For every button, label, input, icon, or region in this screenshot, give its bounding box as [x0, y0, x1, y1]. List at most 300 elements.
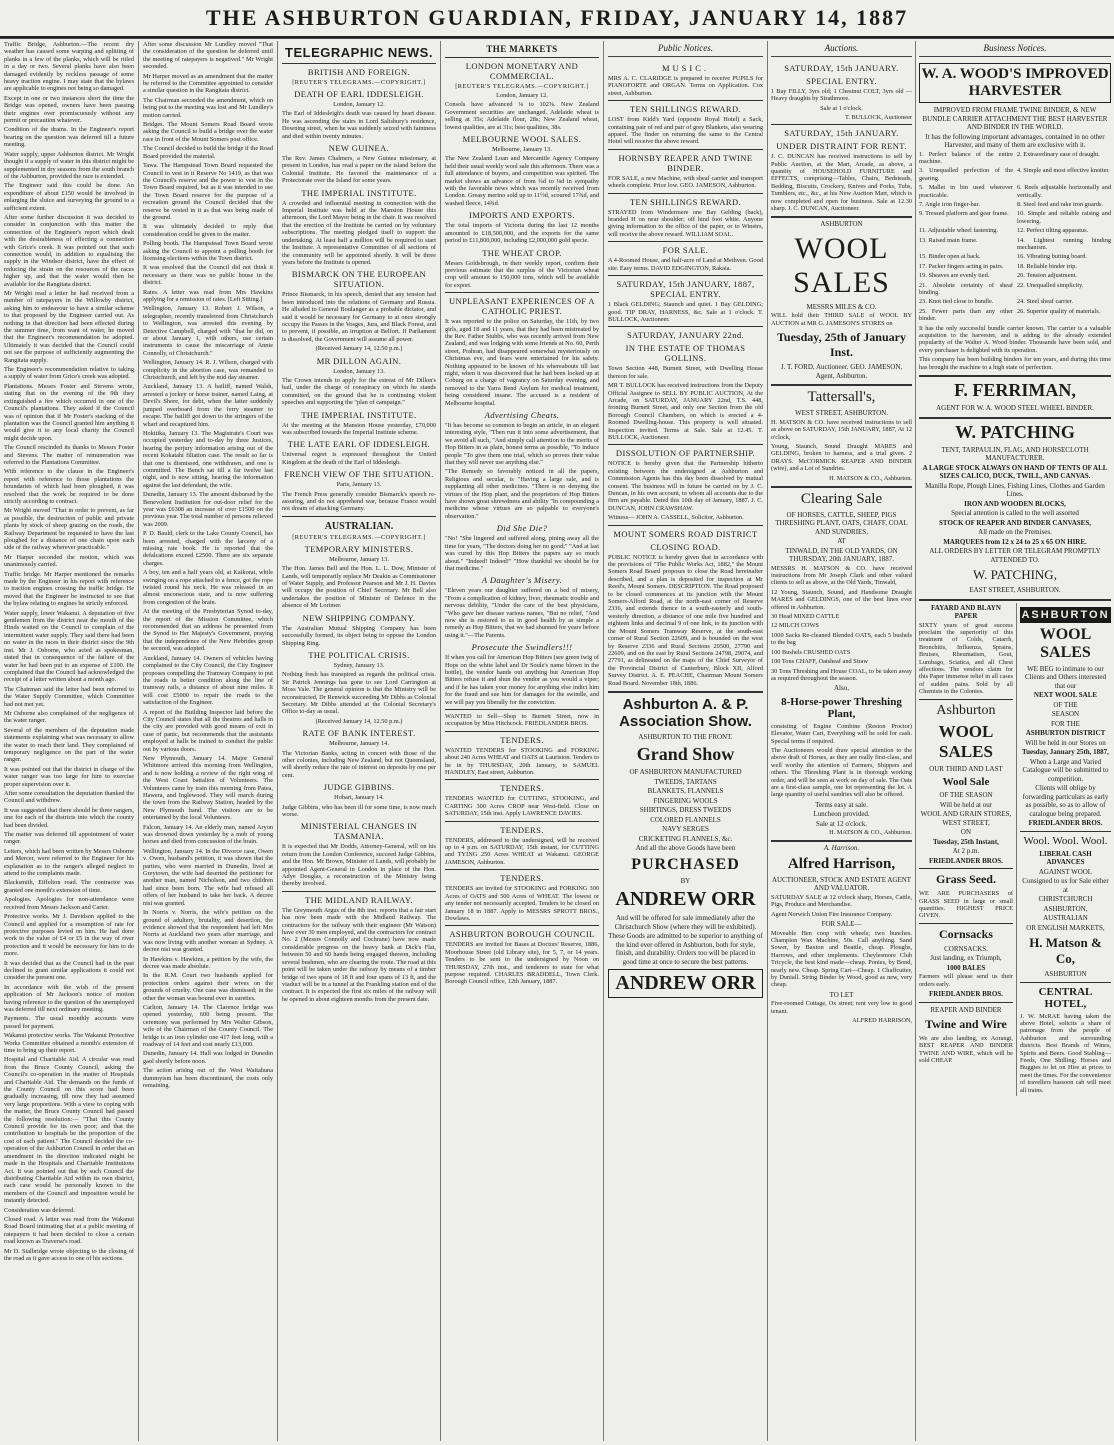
article-paragraph: In Hawkins v. Hawkins, a petition by the wife, the decree was made absolute.: [143, 955, 273, 970]
goods-item: FINGERING WOOLS: [653, 796, 718, 805]
daughter-heading: A Daughter's Misery.: [481, 575, 563, 586]
grass-seed-text: WE ARE PURCHASERS of GRASS SEED in large or small quantities. HIGHEST PRICE GIVEN.: [919, 890, 1013, 920]
hornsby-ad: FOR SALE, a new Machine, with sheaf carrier and transport wheels complete. Price low. GEO. JAMESON, Ashburton.: [608, 174, 763, 190]
goods-item: NAVY SERGES: [662, 825, 709, 834]
witness-text: Witness— JOHN A. CASSELL, Solicitor, Ashburton.: [608, 514, 744, 522]
central-hotel-heading: CENTRAL HOTEL,: [1038, 985, 1093, 1010]
ashburton-label: ASHBURTON: [820, 220, 863, 229]
for-sale-label: FOR SALE—: [821, 920, 862, 929]
ferriman-heading: F. FERRIMAN,: [954, 380, 1076, 401]
hornsby-heading: HORNSBY REAPER AND TWINE BINDER.: [618, 152, 753, 173]
lot-item: 100 Tons CHAFF, Oatsheaf and Straw: [771, 658, 868, 666]
held-label: Will be held at our: [939, 800, 993, 809]
article-paragraph: The Engineer's recommendation relative to taking a supply of water from Grice's creek was adopted.: [4, 366, 134, 381]
article-text: "Eleven years our daughter suffered on a bed of misery, "From a complication of kidney, liver, rheumatic trouble and nervous debility, "Under the care of the best physicians, "Who gave her disease various names, "But no relief, "And now she is restored to us in good health by as simple a remedy as Hop Bitters, that we had shunned for years before using it."—The Parents.: [445, 587, 599, 639]
article-paragraph: The action arising out of the West Waitahuna dummyism has been discontinued, the costs only remaining.: [143, 1067, 273, 1090]
column-6: [768, 41, 916, 1441]
article-text: Nothing fresh has transpired as regards the political crisis. Sir Patrick Jennings has gone to see Lord Carrington at Moss Vale. The general opinion is that the Ministry will be reconstructed, Dr Renwick succeeding Mr Dibbs as Colonial Secretary. Mr Dibbs attended at the Colonial Secretary's Office to-day as usual.: [282, 671, 436, 716]
landing-label: Just landing, ex Triumph,: [930, 954, 1002, 963]
article-text: "It has become so common to begin an article, in an elegant interesting style, "Then run it into some advertisement, that we avoid all such, "And simply call attention to the merits of Hop Bitters in as plain, honest terms as possible, "To induce people "To give them one trial, which so proves their value that they will never use anything else.": [445, 422, 599, 467]
article-text: Prince Bismarck, in his speech, denied that any tension had been introduced into the relations of Germany and Russia. He alluded to General Boulanger as a probable dictator, and said it would be necessary for Germany to at once strongly occupy the Passes in the Vosges, Jura, and Black Forest, and to prevent, if possible, an irruption at Belfort. If Parliament is dissolved, the Government will assume all power.: [282, 291, 436, 343]
article-paragraph: Several of the members of the deputation made statements explaining what was necessary to allow the water to reach their land. They complained of temporary negligence on the part of the water ranger.: [4, 726, 134, 764]
article-paragraph: Letters, which had been written by Messrs Osborne and Mercer, were referred to the Engineer for his explanation as to the ranger's alleged neglect to attend to the complaints made.: [4, 847, 134, 878]
political-crisis-heading: THE POLITICAL CRISIS.: [308, 649, 410, 660]
column-2: [139, 41, 278, 1441]
article-paragraph: Wellington, January 13. Robert J. Wilson, a telegrapher, recently transferred from Christchurch to Wellington, was arrested this evening by Detective Campbell, charged with "that he did, on or about January 1, with others, use certain instruments to cause the miscarriage of Annie Connolly, of Christchurch.": [143, 305, 273, 357]
ashburton-label: ASHBURTON,: [1043, 904, 1088, 913]
sale-time: Sale at 1 o'clock.: [820, 104, 863, 112]
article-paragraph: Mr D. Stalbridge wrote objecting to the closing of the road as it gave access to one of his sections.: [4, 1247, 134, 1262]
show-heading: Ashburton A. & P. Association Show.: [619, 695, 752, 730]
article-paragraph: A boy, ten and a half years old, at Kaikorai, while swinging on a rope attached to a fence, got the rope twisted round his neck. He was released in an almost unconscious state, and is now suffering from congestion of the brain.: [143, 569, 273, 606]
imperial-institute-heading: THE IMPERIAL INSTITUTE.: [301, 409, 417, 420]
feature-item: 12. Perfect tilting apparatus.: [1017, 227, 1089, 235]
mount-somers-heading: MOUNT SOMERS ROAD DISTRICT: [613, 528, 758, 539]
friedlander-signature: FRIEDLANDER BROS.: [1028, 819, 1103, 828]
article-text: Universal regret is expressed throughout the United Kingdom at the death of the Earl of Iddesleigh.: [282, 451, 436, 466]
article-paragraph: Traffic bridge. Mr Harper mentioned the remarks made by the Engineer in his report with reference to traction engines crossing the traffic bridge. He moved that the Engineer be instructed to see that the bylaw relating to engines be strictly enforced.: [4, 570, 134, 608]
wood-intro: It has the following important advantages, contained in no other Harvester, and many of them are exclusive with it.: [925, 132, 1105, 149]
alfred-harrison-signature: ALFRED HARRISON,: [852, 1017, 912, 1025]
article-paragraph: Falcon, January 14. An elderly man, named Aryon was drowned down yesterday by a mob of young horses and died from concussion of the brain.: [143, 823, 273, 846]
duncan-text: J. C. DUNCAN has received instructions to sell by Public Auction, at the Mart, Arcade, as above, a quantity of HOUSEHOLD FURNITURE and EFFECTS, comprising—Tables, Chairs, Bedsteads, Bedding, Biscuits, Crockery, Knives and Forks, Tubs, Tumblers, etc., &c., at his New Auction Mart, which is now completed and open for business. Sale at 12.30 sharp. J. C. DUNCAN, Auctioneer.: [771, 153, 912, 213]
wood-note: It has the only successful bundle carrier known. The carrier is a valuable acquisition to the harvester, and is adding to the already extended popularity of the Walter A. Wood binder. Thousands have been sold, and every purchaser is delighted with its operation.: [919, 324, 1111, 354]
lots-list: [771, 589, 912, 682]
imperial-institute-heading: THE IMPERIAL INSTITUTE.: [301, 187, 417, 198]
masthead-title: THE ASHBURTON GUARDIAN, FRIDAY, JANUARY 14, 1887: [205, 5, 909, 30]
midland-railway-heading: THE MIDLAND RAILWAY.: [305, 894, 413, 905]
consigned-label: Consigned to us for Sale either at: [1022, 877, 1109, 894]
music-heading: MUSIC.: [661, 63, 710, 73]
beg-text: WE BEG to intimate to our Clients and Others interested that our: [1024, 664, 1107, 690]
article-paragraph: With reference to the clause in the Engineer's report with reference to those plantations the boundaries of which had been ploughed, it was resolved that the work be required to be done strictly according to contract.: [4, 468, 134, 505]
article-paragraph: Dunedin, January 13. The amount disbursed by the Benevolent Institution for out-door relief for the year was £6308 an increase of over £1500 on the previous year. The total number of persons relieved was 2009.: [143, 491, 273, 528]
for-sale-text: Moveable Hen coop with wheels; two bunches. Champion Wax Machine, 50s. Call anything. Sand Sower, by Baxton and Beattle, cheap. Ploughs, Harrows, and other implements. Cheylesmore Club Tricycle, the best kind made—cheap. Ponies, by Bond, nearly new. Cheap. Spring Cart—Cheap. 1 Chaffcutter, by Duniall. String Binder by Wood, good as new, very cheap.: [771, 929, 912, 989]
borough-council-heading: ASHBURTON BOROUGH COUNCIL: [449, 929, 595, 940]
melbourne-wool-heading: MELBOURNE WOOL SALES.: [462, 134, 582, 145]
season-label: OF THE SEASON: [939, 791, 993, 800]
tattersalls-heading: Tattersall's,: [807, 389, 876, 406]
article-paragraph: It was pointed out that the district in charge of the water ranger was too large for him to exercise proper supervision over it.: [4, 765, 134, 788]
article-text: It is expected that Mr Dodds, Attorney-General, will on his return from the London Conference, succeed Judge Gibbins, and the Hon. Mr Brown, Minister of Lands, will probably be appointed Agent-General in London in place of the Hon. Adye Douglas, a reconstruction of the Ministry being thereby involved.: [282, 843, 436, 888]
article-paragraph: At the meeting of the Presbyterian Synod to-day, the report of the Mission Committee, which recommended that an address be presented from the Synod to Her Majesty's Government, praying that the independence of the New Hebrides group be secured, was adopted.: [143, 608, 273, 653]
dateline: London, January 12.: [496, 92, 548, 99]
grand-show-heading: Grand Show: [636, 744, 735, 765]
ashburton-banner: ASHBURTON: [1021, 608, 1110, 621]
alfred-harrison-text: Agent Norwich Union Fire Insurance Company.: [771, 910, 893, 918]
iron-blocks-text: IRON AND WOODEN BLOCKS,: [964, 499, 1066, 508]
feature-item: 3. Unequalled perfection of the gearing.: [919, 167, 1013, 182]
lot-item: 100 Bushels CRUSHED OATS: [771, 648, 851, 656]
closing-road-heading: CLOSING ROAD.: [650, 541, 721, 552]
markets-heading: THE MARKETS: [486, 44, 558, 54]
reward-ad: STRAYED from Windermere one Bay Gelding (back), branded H on near shoulder; off hind foot white. Anyone giving information to the office of the paper, or to Winetrs, will receive the above reward. WILLIAM SOAL.: [608, 208, 763, 238]
article-paragraph: Mr Wright moved "That in order to prevent, as far as possible, the destruction of public and private plants by stock of sheep grazing on the roads, the Railway Department be requested to have the last ploughed for a distance of one chain upon each side of the railway wherever practicable.": [4, 507, 134, 552]
wool-sale-heading: Wool Sale: [942, 776, 990, 789]
wool-wool-heading: Wool. Wool. Wool.: [1023, 834, 1108, 847]
did-she-die-heading: Did She Die?: [496, 523, 548, 534]
article-text: The Victorian Banks, acting in concert with those of the other colonies, including New Zealand, but not Queensland, will shortly reduce the rate of interest on deposits by one per cent.: [282, 749, 436, 779]
article-paragraph: Condition of the drains. In the Engineer's report bearing on the question was deferred till a future meeting.: [4, 126, 134, 149]
for-sale-heading: FOR SALE.: [662, 245, 709, 256]
article-paragraph: Apologies. Apologies for non-attendance were received from Messrs Jackson and Carter.: [4, 896, 134, 911]
column-4: [441, 41, 604, 1441]
article-paragraph: Polling booth. The Hampstead Town Board wrote asking the Council to appoint a polling booth for licensing elections within the Town district.: [143, 240, 273, 262]
alfred-harrison-subheading: AUCTIONEER, STOCK AND ESTATE AGENT AND VALUATOR.: [771, 875, 912, 893]
christchurch-label: CHRISTCHURCH: [1038, 895, 1093, 904]
article-paragraph: The matter was deferred till appointment of water ranger.: [4, 831, 134, 846]
wood-harvester-heading: W. A. WOOD'S IMPROVED HARVESTER: [919, 63, 1111, 103]
column-1: [0, 41, 139, 1441]
for-the-label: FOR THE: [1051, 719, 1080, 728]
district-label: ASHBURTON DISTRICT: [1025, 729, 1106, 738]
dateline: Melbourne, January 14.: [329, 740, 389, 748]
feature-item: 16. Vibrating butting board.: [1017, 253, 1087, 261]
reward-heading: TEN SHILLINGS REWARD.: [629, 104, 742, 115]
feature-item: 6. Reels adjustable horizontally and vertically.: [1017, 184, 1111, 199]
article-text: Judge Gibbins, who has been ill for some time, is now much worse.: [282, 803, 436, 818]
clearing-sale-subheading: OF HORSES, CATTLE, SHEEP, PIGS THRESHING PLANT, OATS, CHAFF, COAL AND SUNDRIES,: [775, 510, 908, 536]
threshing-heading: 8-Horse-power Threshing Plant,: [781, 695, 902, 720]
wanted-ad: WANTED to Sell—Shop to Burnett Street, now in occupation by Miss Hitchcock. FRIEDLANDER BROS.: [445, 713, 599, 728]
article-paragraph: Mr Harper moved as an amendment that the matter be referred to the Committee appointed to consider a similar question in the Rangitata district.: [143, 72, 273, 95]
feature-item: 7. Angle iron finger-bar.: [919, 200, 980, 208]
article-text: The total imports of Victoria during the last 12 months amounted to £18,500,000, and the exports for the same period to £11,800,000, including £2,000,000 gold specie.: [445, 222, 599, 245]
article-paragraph: Carlton, January 14. The Clarence bridge was opened yesterday, 600 being present. The ceremony was performed by Mrs Walter Gibson, wife of the Chairman of the County Council. The bridge is an iron cylinder one 417 feet long, with a roadway of 14 feet and cost nearly £13,000.: [143, 1003, 273, 1048]
estate-text: MR T. BULLOCK has received instructions from the Deputy Official Assignee to SELL BY PUBLIC AUCTION, At the Arcade, on SATURDAY, JANUARY 22nd, T.S. 448, fronting Burnett Street, and only one Section from the old Borough Council Chambers, on which is erected a 4-Roomed Dwelling-house. This property is well situated. Inspection invited. Terms at Sale. Sale at 12.45. T. BULLOCK, Auctioneer.: [608, 382, 763, 441]
clients-text: Clients will oblige by forwarding particulars as early as possible, so as to allow of catalogue being prepared.: [1022, 784, 1109, 818]
season-label: SEASON: [1051, 710, 1080, 719]
horses-text: 1 Bay FILLY, 3yrs old; 1 Chestnut COLT, 3yrs old — Heavy draughts by Strathmore.: [771, 88, 912, 103]
clearing-sale-heading: Clearing Sale: [800, 490, 883, 507]
reaper-label: REAPER AND BINDER: [930, 1005, 1002, 1014]
for-sale-ad: A 4-Roomed House, and half-acre of Land at Methven. Good site. Easy terms. DAVID EDGINGTON, Rakaia.: [608, 257, 763, 272]
article-paragraph: It was resolved that the Council did not think it necessary as there was no public house in the district.: [143, 264, 273, 287]
wool-sales-heading: WOOL SALES: [1039, 625, 1092, 661]
reward-heading: TEN SHILLINGS REWARD.: [629, 196, 742, 207]
lot-item: 1000 Sacks Re-cleaned Blended OATS, each 5 bushels to the bag: [771, 631, 912, 647]
at-label: AT: [837, 537, 846, 546]
new-guinea-heading: NEW GUINEA.: [328, 143, 390, 154]
goods-note: And all the above Goods have been: [635, 844, 736, 853]
article-paragraph: The Council rescinded its thanks to Messrs Foster and Stevens. The matter of remuneration was referred to the Plantations Committee.: [4, 444, 134, 466]
article-text: The Crown intends to apply for the estreat of Mr Dillon's bail, under the charge of conspiracy on which he stands committed, on the ground that he is continuing violent speeches and supporting the "plan of campaign.": [282, 376, 436, 407]
wood-note: This company has been building binders for ten years, and during this time has brought the machine to a high state of perfection.: [919, 356, 1111, 371]
feature-item: 14. Lightest running binding mechanism.: [1017, 236, 1111, 251]
english-markets-label: OR ENGLISH MARKETS,: [1026, 923, 1105, 932]
patching-subheading: TENT, TARPAULIN, FLAG, AND HORSECLOTH MANUFACTURER.: [941, 445, 1089, 463]
australian-label: AUSTRALIAN: [1043, 914, 1088, 923]
dissolution-text: NOTICE is hereby given that the Partnership hitherto existing between the undersigned at Ashburton and Commission Agents has this day been dissolved by mutual consent. The business will in future be carried on by J. C. Duncan, in his own account, to whom all accounts due to the firm are payable. Dated this 10th day of January, 1887. J. C. DUNCAN, JOHN CRAWSHAW.: [608, 460, 763, 512]
article-text: The New Zealand Loan and Mercantile Agency Company held their usual weekly wool sale this afternoon. There was a full attendance of buyers, and competition was spirited. The market shows an advance of from ¾d to ⅛d in sympathy with the favorable news which was recently received from London. Greasy merino sold up to 11½d, scoured 17¾d, and washed fleece, 14¾d.: [445, 155, 599, 207]
by-label: BY: [680, 876, 691, 885]
tender-ad: TENDERS, addressed to the undersigned, will be received up to 4 p.m. on SATURDAY, 15th instant, for CUTTING and TYING 250 Acres WHEAT at Wakanui. GEORGE JAMESON, Ashburton.: [445, 836, 599, 866]
goods-item: BLANKETS, FLANNELS: [647, 787, 724, 796]
cornsacks-heading: Cornsacks: [938, 926, 993, 941]
goods-item: TWEEDS, TARTANS: [654, 777, 717, 786]
london-monetary-heading: LONDON MONETARY AND COMMERCIAL.: [465, 61, 579, 81]
article-paragraph: The Engineer said this could be done. An expenditure of about £150 would be involved in enlarging the sluice and surveying the ground to a sufficient extent.: [4, 182, 134, 212]
article-paragraph: After some further discussion it was decided to consider in conjunction with this matter the connection of the Engineer's report which dealt with the desirableness of effecting a connection with Grice's creek. It was pointed out that such connection would, in addition to equalising the supply in the Windsor district, have the effect of reducing the strain on the resources of the races higher up, and that the water would then be available for the Rangitata district.: [4, 213, 134, 288]
lot-item: 12 Young, Staunch, Sound, and Handsome Draught MARES and GELDINGS, one of the best lines ever offered in Ashburton.: [771, 588, 912, 611]
alfred-harrison-heading: Alfred Harrison,: [787, 855, 896, 872]
to-let-label: TO LET: [829, 990, 854, 999]
favard-text: SIXTY years of great success proclaim the superiority of this treatment of Colds, Catarrh, Bronchitis, Influenza, Sprains, Bruises, Rheumatism, Gout, Lumbago, Sciatica, and all Chest affections. The vendors claim for this Paper immense relief in all cases of sudden pains. Sold by all Chemists in the Colonies.: [919, 621, 1013, 696]
article-text: At the meeting at the Mansion House yesterday, £70,000 was subscribed towards the Imperial Institute scheme.: [282, 421, 436, 436]
favard-heading: FAYARD AND BLAYN PAPER: [931, 603, 1001, 621]
feature-item: 23. Knot tied close to bundle.: [919, 298, 994, 306]
ferriman-subheading: AGENT FOR W. A. WOOD STEEL WHEEL BINDER.: [936, 404, 1094, 413]
sale-date: Tuesday, 25th Instant,: [933, 837, 999, 846]
sale-time: Sale at 12 o'clock.: [815, 819, 868, 828]
clearing-text: MESSRS H. MATSON & CO. have received instructions from Mr Joseph Clark and other valued clients to sell as above, at the Old Yards, Tinwald,: [771, 564, 912, 587]
feature-item: 4. Simple and most effective knotter.: [1017, 167, 1110, 175]
goods-item: SHIRTINGS, DRESS TWEEDS: [639, 806, 732, 815]
special-text: Special attention is called to the well assorted: [951, 509, 1079, 518]
farmers-text: Farmers will please send us their orders early.: [919, 973, 1013, 988]
article-text: The French Press generally consider Bismarck's speech re-assuring, and do not apprehend war, because France would not dream of attacking Germany.: [282, 490, 436, 513]
article-text: A crowded and influential meeting in connection with the Imperial Institute was held at the Mansion House this afternoon, the Lord Mayor being in the chair. It was resolved that the erection of the Institute be carried on by voluntary subscriptions. The meeting pledged itself to support the undertaking. At least half a million will be required to start the Institute. A representative Committee of all sections of the community will be appointed shortly. It will be three years before the Institute is opened.: [282, 199, 436, 266]
advertising-cheats-heading: Advertising Cheats.: [484, 410, 560, 420]
article-paragraph: In the R.M. Court two husbands applied for protection orders against their wives on the grounds of cruelty. One case was dismissed; in the other the woman was bound over in sureties.: [143, 972, 273, 1002]
feature-item: 11. Adjustable wheel fastening.: [919, 227, 998, 235]
imports-heading: IMPORTS AND EXPORTS.: [469, 210, 575, 221]
closing-road-text: PUBLIC NOTICE is hereby given that in accordance with the provisions of "The Public Works Act, 1882," the Mount Somers Road Board proposes to close the Road hereinafter described, and a plan is deposited for inspection at Mr Reed's, Mount Somers. DESCRIPTION. The Road proposed to be closed commences at its junction with the Mount Somers-Alford Road, at the north-east corner of Reserve 2336, and extends thence in a south-easterly and south-westerly direction, a distance of one mile five hundred and eighteen links and decimal 9 of one link, to its junction with the Mount Somers Tramway Reserve, at the south-east corner of Rural Section 22609, and is bounded on the west by Reserve 2336 and Rural Sections 29500, 27790 and 22609, and on the east by Rural Sections 24798, 29074, and 27791, as delineated on the maps of the Chief Surveyor of the Provincial District of Canterbury, Block XII, Alford Survey District. A. E. PEACHE, Chairman Mount Somers Road Board. November 18th, 1886.: [608, 553, 763, 687]
held-label: Will be held in our Stores on: [1025, 738, 1106, 747]
article-paragraph: It was suggested that there should be three rangers, one for each of the districts into which the county had been divided.: [4, 806, 134, 829]
offer-text: These Goods are admitted to be superior to anything of the kind ever offered in Ashburton, both for style, finish, and durability. Orders too will be placed in good time at once to secure the best patterns.: [608, 932, 763, 966]
special-entry-heading: SPECIAL ENTRY.: [806, 76, 877, 86]
reuter-note: [REUTER'S TELEGRAMS.—COPYRIGHT.]: [292, 79, 426, 86]
matson-signature: H. MATSON & CO., Ashburton.: [829, 474, 912, 482]
article-paragraph: It was decided that as the Council had in the past declined to grant similar applications it could not consider the present one.: [4, 959, 134, 982]
orders-text: ALL ORDERS BY LETTER OR TELEGRAM PROMPTLY ATTENDED TO.: [929, 547, 1101, 564]
andrew-orr-heading: ANDREW ORR: [615, 888, 756, 911]
article-paragraph: Consideration was deferred.: [4, 1206, 75, 1214]
ford-signature: J. T. FORD, Auctioneer. GEO. JAMESON, Agent, Ashburton.: [780, 363, 903, 380]
article-paragraph: In accordance with the wish of the present application of Mr Jackson's notice of motion having reference to the question of the unemployed was deferred till next ordinary meeting.: [4, 983, 134, 1013]
friedlander-signature: FRIEDLANDER BROS.: [929, 990, 1003, 999]
tender-ad: WANTED TENDERS for STOOKING and FORKING about 240 Acres WHEAT and OATS at Lauriston. Tenders to be in by THURSDAY, 20th January, to SAMUEL HANDLEY, East street, Ashburton.: [445, 746, 599, 777]
matson-items: Young, Staunch, Sound Draught MARES and GELDING, broken to harness, and a trial given. 2 DRAYS. McCORMICK REAPER AND BINDER (wire), and a Lot of Sundries.: [771, 443, 912, 473]
feature-item: 21. Absolute certainty of sheaf binding.: [919, 281, 1013, 296]
temporary-ministers-heading: TEMPORARY MINISTERS.: [304, 543, 414, 554]
feature-item: 18. Reliable binder trip.: [1017, 262, 1077, 270]
goods-item: COLORED FLANNELS: [650, 815, 721, 824]
lunch-text: Luncheon provided.: [813, 810, 870, 819]
twine-heading: Twine and Wire: [925, 1017, 1007, 1032]
priest-heading: UNPLEASANT EXPERIENCES OF A CATHOLIC PRIEST.: [449, 296, 595, 317]
article-paragraph: After some discussion Mr Lundley moved "That the consideration of the question be deferred until the meeting of ratepayers is negatived." Mr Wright seconded.: [143, 41, 273, 71]
masthead: [0, 0, 1114, 38]
wool-sales-heading: WOOL SALES: [793, 231, 890, 299]
borough-ad: TENDERS are invited for Bases at Doctors' Reserve, 1886, Moorhouse Street (old Library site), for 5, 7, or 14 years. Tenders to be sent to the undersigned by Noon on THURSDAY, 27th inst., and tenderers to state for what purpose required. CHARLES BRADDELL, Town Clerk. Borough Council office, 12th January, 1887.: [445, 941, 599, 986]
sale-date: Tuesday, January 25th, 1887,: [1022, 748, 1109, 757]
wood-harvester-subheading: IMPROVED FROM FRAME TWINE BINDER, & NEW BUNDLE CARRIER ATTACHMENT THE BEST HARVESTER AND BINDER IN THE WORLD.: [922, 106, 1108, 131]
article-text: The Rev. James Chalmers, a New Guinea missionary, at present in London, has read a paper on the island before the Colonial Institute. He favored the maintenance of a Protectorate over the Island for some years.: [282, 155, 436, 185]
dateline: Sydney, January 13.: [333, 661, 385, 669]
article-paragraph: Hokitika, January 13. The Magistrate's Court was occupied yesterday and to-day by three Justices, hearing the perjury information arising out of the recent Kokatahi filiation case. The result so far is that one is dismissed, one withdrawn, and one is committed. The Bench sat till a far twelve last night, and is now sitting, hearing the information against the last defendant, the wife.: [143, 429, 273, 489]
shipping-heading: NEW SHIPPING COMPANY.: [302, 612, 416, 623]
against-wool-label: AGAINST WOOL: [1038, 867, 1093, 876]
sale-ad: 1 Black GELDING; Staunch and quiet. 1 Bay GELDING; good. TIP DRAY, HARNESS, &c. Sale at 1 o'clock. T. BULLOCK, Auctioneer.: [608, 301, 763, 323]
ashburton-label: ASHBURTON: [1044, 970, 1087, 979]
dateline: London, January 13.: [333, 367, 385, 375]
article-paragraph: Traffic Bridge, Ashburton.—The recent dry weather has caused some warping and splitting of planks in a few of the planks, which will be ritled in a day or two. Several planks have also been damaged evidently by reckless passage of some heavy traction engine. I may state that the bylaws are applicable to engines not being so damaged.: [4, 41, 134, 93]
article-paragraph: Mr Wright read a letter he had received from a number of ratepayers in the Willowby district, asking him to endeavour to have a similar scheme to that proposed by the Engineer carried out. As nothing in that direction had been effected during the summer time, from want of water, he moved that the Engineer's recommendation be adopted. Ultimately it was decided that the Council could not see the purpose of sufficiently augmenting the Rangitata supply.: [4, 290, 134, 364]
auctioneer-signature: T. BULLOCK, Auctioneer: [844, 114, 912, 122]
tenders-heading: TENDERS.: [500, 824, 544, 835]
article-paragraph: Plantations. Messrs Foster and Stevens wrote, stating that on the evening of the 9th they extinguished a fire which occurred in one of the Council's plantations. They asked if the Council was of opinion that if Mr Foster's stacking of the plantation was the Council granted him anything it would give it to any local charity the Council might decide upon.: [4, 382, 134, 442]
british-foreign-heading: BRITISH AND FOREIGN.: [307, 67, 411, 77]
feature-item: 8. Steel feed and rake iron guards.: [1017, 200, 1104, 208]
bank-interest-heading: RATE OF BANK INTEREST.: [302, 728, 416, 739]
column-7-right: [1016, 603, 1111, 1096]
marquees-text: MARQUEES from 12 x 24 to 25 x 65 ON HIRE.: [943, 537, 1087, 546]
iddesleigh-heading: DEATH OF EARL IDDESLEIGH.: [294, 89, 424, 99]
business-notices-heading: Business Notices.: [983, 43, 1047, 53]
sale-date: Tuesday, 25th of January Inst.: [777, 330, 906, 360]
dissolution-heading: DISSOLUTION OF PARTNERSHIP.: [615, 448, 756, 459]
article-paragraph: Mr Harper seconded the motion, which was unanimously carried.: [4, 553, 134, 569]
estate-heading: IN THE ESTATE OF THOMAS GOLLINS.: [625, 343, 746, 364]
bales-label: 1000 BALES: [946, 963, 986, 972]
article-paragraph: Hospital and Charitable Aid. A circular was read from the Bruce County Council, asking the Council's co-operation in the matter of Hospitals and Charitable Aid. The demands on the funds of the County Council on this score had been gradually increasing, till now they had assumed very large proportions. With a view to coping with the matter, the Bruce County Council had passed the following resolution:— "That this County Council provide for its own poor; and that the contribution to hospitals be the proportion of the cost of each patient." The Council decided the co-operation of the Ashburton Council in order that an amendment in the direction indicated might be made in the Hospitals and Charitable Institutions Act. It was pointed out that by such Council the distributing Charitable Aid within its own district, each case would be personally known to the members of the Council and imposition would be instantly detected.: [4, 1056, 134, 1205]
article-paragraph: In Norris v. Norris, the wife's petition on the ground of adultery, brutality, and desertion, the evidence showed that the respondent had left Mrs Norris at Auckland two years after marriage, and was now living with another woman at Sydney. A decree nisi was granted.: [143, 909, 273, 954]
article-paragraph: Closed road. A letter was read from the Wakanui Road Board intimating that at a public meeting of ratepayers it had been decided to close a certain road known as Traverse's road.: [4, 1215, 134, 1246]
received-note: (Received January 14, 12.50 p.m.): [315, 717, 403, 725]
ashburton-heading: Ashburton: [936, 702, 996, 718]
feature-item: 26. Superior quality of materials.: [1017, 307, 1101, 315]
central-hotel-text: J. W. McRAE having taken the above Hotel, solicits a share of patronage from the people of Ashburton and surrounding districts. Best Brands of Wines, Spirits and Beers. Good Stabling—Feeds, One Shilling; Horses and Buggies to let on Hire at prices to meet the times. For the convenience of travellers bassoon cab will meet all trains.: [1019, 1012, 1111, 1094]
feature-item: 2. Extraordinary ease of draught.: [1017, 150, 1100, 158]
on-label: ON: [960, 828, 972, 837]
bottom-split: [919, 603, 1111, 1096]
article-text: The Australian Mutual Shipping Company has been successfully formed, its object being to oppose the London Shipping Ring.: [282, 624, 436, 647]
article-paragraph: The Chairman seconded the amendment, which on being put to the meeting was lost and Mr Lundley's motion carried.: [143, 96, 273, 119]
article-paragraph: Tawa. The Hampstead Town Board requested the Council to vest in it Reserve No 1419, as that was the Council's reserve and the power to vest in the Town Board required, but as it was intended to use the Town Board reserve for the purpose of a recreation ground the Council decided that the reserve be vested in it as that was being made of the ground.: [143, 162, 273, 221]
tender-ad: TENDERS WANTED for CUTTING, STOOKING, and CARTING 300 Acres CROP near West-field. Close on SATURDAY, 15th inst. Apply LAWRENCE DAVIES.: [445, 795, 599, 818]
attention-text: The Auctioneers would draw special attention to the above draft of Horses, as they are really first-class, and well worthy the attention of Farmers, Shippers and others. The Threshing Plant is in thorough working order, and will be seen at work on day of sale. The Oats are a first-class sample, one lot representing the lot. A large quantity of useful sundries will also be offered.: [771, 747, 912, 799]
dateline: Melbourne, January 13.: [329, 555, 389, 563]
feature-item: 20. Tension adjustment.: [1017, 272, 1077, 280]
grass-seed-heading: Grass Seed.: [935, 872, 996, 887]
article-paragraph: Except in one or two instances short the time the Bridge was opened, owners have been passing their engines over promiscuously without any permit or precaution whatever.: [4, 94, 134, 125]
alfred-harrison-text: SATURDAY SALE at 12 o'clock sharp, Horses, Cattle, Pigs, Produce and Merchandise.: [771, 893, 912, 909]
sale-time: At 2 p.m.: [952, 847, 980, 856]
lot-item: 12 MILCH COWS: [771, 622, 819, 630]
article-paragraph: Blacksmith, Eiffelton road. The contractor was granted one month's extension of time.: [4, 879, 134, 894]
article-paragraph: After some consultation the deputation thanked the Council and withdrew.: [4, 790, 134, 805]
cornsacks-subheading: CORNSACKS.: [944, 944, 988, 953]
article-paragraph: Payments. The usual monthly accounts were passed for payment.: [4, 1015, 134, 1030]
auctions-heading: Auctions.: [824, 43, 859, 53]
lot-item: 30 Tons Threshing and House COAL, to be taken away as required throughout the season.: [771, 667, 912, 682]
feature-item: 17. Packer fingers acting in pairs.: [919, 262, 1004, 270]
third-sale-label: OUR THIRD AND LAST: [929, 764, 1003, 773]
distraint-heading: UNDER DISTRAINT FOR RENT.: [776, 141, 907, 152]
terms-text: Terms easy at sale.: [815, 800, 868, 809]
tenders-heading: TENDERS.: [500, 783, 544, 794]
article-paragraph: Mr Osborne also complained of the negligence of the water ranger.: [4, 709, 134, 725]
article-paragraph: The Chairman said the letter had been referred to the Water Supply Committee, which Committee had not met yet.: [4, 685, 134, 708]
article-text: If when you call for American Hop Bitters (see green twig of Hops on the white label and Dr Soule's name blown in the bottle), the vendor hands out anything but American Hop Bitters refuse it and shun the vendor as you would a viper; and if he has taken your money for anything else indict him for the fraud and sue him for damages for the swindle, and we will pay you liberally for the conviction.: [445, 654, 599, 706]
reuter-note: [REUTER'S TELEGRAMS.—COPYRIGHT.]: [455, 83, 589, 90]
tattersalls-address: WEST STREET, ASHBURTON.: [795, 409, 888, 418]
article-paragraph: P. D. Bauld, clerk to the Lake County Council, has been arrested, charged with the larceny of a missing rate book. He is reported that the defalcations exceed £2500. There are six separate charges.: [143, 530, 273, 567]
column-1-text: [4, 41, 134, 1262]
of-the-label: OF THE: [1053, 700, 1078, 709]
matson-text: H. MATSON & CO. have received instructions to sell as above on SATURDAY, 15th JANUARY, 1887, At 12 o'clock,: [771, 418, 912, 441]
feature-item: 5. Mallet in bin used wherever practicable.: [919, 184, 1013, 199]
features-list: [919, 151, 1111, 325]
column-5: [604, 41, 768, 1441]
music-ad: MRS A. C. CLARIDGE is prepared to receive PUPILS for PIANOFORTE and ORGAN. Terms on Application. Cox street, Ashburton.: [608, 75, 763, 97]
article-paragraph: New Plymouth, January 14. Major General Whitmore arrived this morning from Wellington, and is now holding a review of the right wing of the West Coast battalion of Volunteers. The Volunteers came by train this morning from Patea, Hawera, and Inglewood. They will march during the town from the Railway Station, headed by the New Plymouth band. The visitors are to be entertained by the local Volunteers.: [143, 754, 273, 822]
column-7-left: [919, 603, 1013, 1096]
catalogue-text: When a Large and Varied Catalogue will be submitted to competition.: [1022, 757, 1109, 783]
manilla-text: Manilla Rope, Plough Lines, Fishing Lines, Clothes and Garden Lines.: [925, 481, 1105, 499]
andrew-orr-footer: ANDREW ORR: [608, 969, 763, 998]
patching-signature: W. PATCHING,: [973, 567, 1057, 583]
to-let-text: Five-roomed Cottage, Ox street; rent very low to good tenant.: [771, 1000, 912, 1015]
tender-ad: TENDERS are invited for STOOKING and FORKING 300 Acres of OATS and 500 Acres of WHEAT. The lowest or any tender not necessarily accepted. Tenders to be closed on January 18 in 1887. Apply to MESSRS SPROTT BROS., Dowlaws.: [445, 885, 599, 922]
dateline: Paris, January 13.: [336, 481, 382, 489]
reaper-canvases-text: STOCK OF REAPER AND BINDER CANVASES,: [939, 518, 1091, 527]
feature-item: 10. Simple and reliable raising and lowering.: [1017, 210, 1111, 225]
purchased-heading: PURCHASED: [631, 855, 740, 873]
article-paragraph: Wellington, January 14. In the Divorce case, Owen v. Owen, husband's petition, it was shown that the parties, who were married in Dunedin, lived at Greytown, the wife had deserted the petitioner for another man, named Nicholson, and two children had since been born. The wife had refused all offers of her husband to take her back. A decree nisi was granted.: [143, 847, 273, 907]
wool-sales-heading: WOOL SALES: [938, 721, 994, 761]
earl-heading: THE LATE EARL OF IDDESLEIGH.: [287, 439, 431, 450]
article-paragraph: Auckland, January 14. Owners of vehicles having complained to the City Council, the City Engineer proposes compelling the Tramway Company to put the roads in better condition along the line of tramway rails, a distance of about nine miles. It will cost £5000 to repair the roads to the satisfaction of the Engineer.: [143, 654, 273, 707]
article-paragraph: Water supply, upper Ashburton district. Mr Wright thought if a supply of water in this district might be supplemented in dry seasons from the south branch of the Ashburton, provided the race is extended.: [4, 150, 134, 180]
article-paragraph: The Council decided to build the bridge if the Road Board provided the material.: [143, 145, 273, 160]
article-paragraph: It was ultimately decided to reply that consideration could be given to the matter.: [143, 223, 273, 238]
dateline: Hobart, January 14.: [334, 794, 384, 802]
column-7: [916, 41, 1114, 1441]
also-label: Also,: [834, 684, 849, 693]
next-sale-label: NEXT WOOL SALE: [1033, 691, 1098, 700]
telegraphic-news-heading: TELEGRAPHIC NEWS.: [285, 45, 433, 60]
feature-item: 9. Tressed platform and gear frame.: [919, 210, 1009, 218]
article-paragraph: Auckland, January 13. A bailiff, named Walsh, arrested a jockey or horse trainer, named Laing, at Devil's Shore, for debt, when the latter suddenly jumped overboard from the ferry steamer to escape. The bailiff got down to the stringers of the wharf and recaptured him.: [143, 383, 273, 428]
stock-text: A LARGE STOCK ALWAYS ON HAND OF TENTS OF ALL SIZES CALICO, DUCK, TWILL, AND CANVAS.: [922, 463, 1108, 481]
public-notices-heading: Public Notices.: [658, 43, 713, 53]
show-subheading: ASHBURTON TO THE FRONT.: [638, 732, 733, 741]
french-view-heading: FRENCH VIEW OF THE SITUATION.: [284, 469, 434, 480]
tinwald-text: TINWALD, IN THE OLD YARDS, ON THURSDAY, 20th JANUARY, 1887.: [785, 546, 898, 564]
goods-heading: OF ASHBURTON MANUFACTURED: [629, 768, 742, 777]
feature-item: 25. Fewer parts than any other binder.: [919, 307, 1013, 323]
article-paragraph: Dunedin, January 14. Hall was lodged in Dunedin gaol shortly before noon.: [143, 1050, 273, 1065]
swindlers-heading: Prosecute the Swindlers!!!: [471, 642, 573, 653]
feature-item: 15. Binder open at back.: [919, 253, 981, 261]
wheat-crop-heading: THE WHEAT CROP.: [482, 247, 562, 258]
goods-item: CRICKETING FLANNELS, &c.: [638, 834, 733, 843]
friedlander-signature: FRIEDLANDER BROS.: [929, 856, 1003, 865]
feature-item: 19. Sheaves are evenly tied.: [919, 272, 990, 280]
saturday-heading: SATURDAY, 15th JANUARY.: [784, 63, 899, 73]
article-paragraph: Rates. A letter was read from Mrs Hawkins applying for a remission of rates. [Left Sitting.]: [143, 288, 273, 303]
article-text: "No! "She lingered and suffered along, pining away all the time for years, "The doctors doing her no good;" "And at last was cured by this Hop Bitters the papers say so much about." "Indeed! Indeed!" "How thankful we should be for that medicine.": [445, 535, 599, 572]
article-text: The Hon. James Bell and the Hon. L. L. Dow, Minister of Lands, will temporarily replace Mr Deakin as Commissioner of Water Supply, and Professor Pearson and Mr J. H. Davies will occupy the position of Chief Secretary. Mr Bell also undertakes the position of Minister of Defence in the absence of Mr Lorimer.: [282, 565, 436, 610]
all-made-text: All made on the Premises.: [978, 528, 1052, 537]
liberal-heading: LIBERAL CASH ADVANCES: [1039, 849, 1092, 867]
patching-address: EAST STREET, ASHBURTON.: [969, 586, 1061, 595]
article-paragraph: Wellington, January 14. R. J. Wilson, charged with complicity in the abortion case, was remanded to Christchurch, and left by the mid day steamer.: [143, 359, 273, 382]
article-paragraph: Wakanui protective works. The Wakanui Protective Works Committee obtained a month's extension of time to bring up their report.: [4, 1032, 134, 1054]
